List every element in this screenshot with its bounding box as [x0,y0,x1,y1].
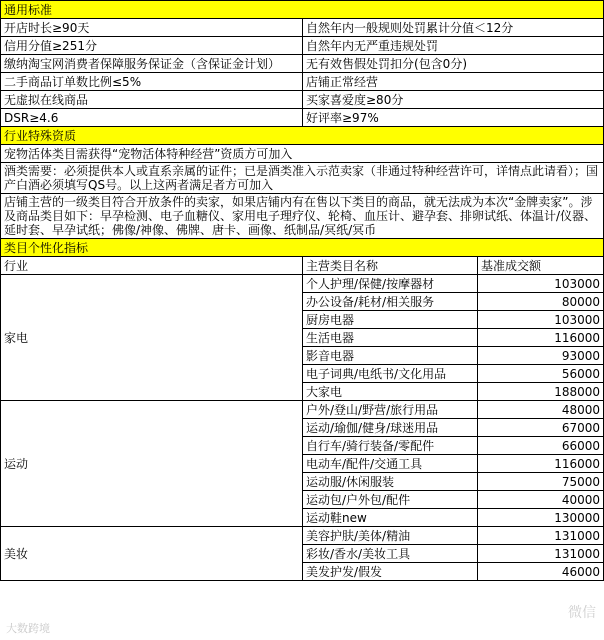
category-name: 自行车/骑行装备/零配件 [303,437,478,455]
category-name: 运动包/户外包/配件 [303,491,478,509]
category-name: 影音电器 [303,347,478,365]
threshold-amount: 93000 [478,347,604,365]
category-column-headers [1,257,604,275]
general-criterion-left: 无虚拟在线商品 [1,91,303,109]
general-criterion-right: 买家喜爱度≥80分 [303,91,604,109]
general-row [1,19,604,37]
category-name: 电动车/配件/交通工具 [303,455,478,473]
threshold-amount: 116000 [478,455,604,473]
column-header-category: 主营类目名称 [303,257,478,275]
category-name: 美容护肤/美体/精油 [303,527,478,545]
special-requirement: 宠物活体类目需获得“宠物活体特种经营”资质方可加入 [1,145,604,163]
general-row [1,55,604,73]
section-row-category [1,239,604,257]
industry-name: 运动 [1,401,303,527]
general-criterion-right: 自然年内无严重违规处罚 [303,37,604,55]
category-row [1,527,604,545]
general-criterion-right: 店铺正常经营 [303,73,604,91]
category-row [1,275,604,293]
threshold-amount: 103000 [478,311,604,329]
general-row [1,109,604,127]
threshold-amount: 116000 [478,329,604,347]
watermark-right: 微信 [568,605,596,621]
category-name: 大家电 [303,383,478,401]
special-requirement: 酒类需要：必须提供本人或直系亲属的证件；已是酒类准入示范卖家（非通过特种经营许可，详情点此请看）；国产白酒必须填写QS号。以上这两者满足者方可加入 [1,163,604,194]
threshold-amount: 188000 [478,383,604,401]
special-row [1,163,604,194]
section-row-special [1,127,604,145]
threshold-amount: 131000 [478,527,604,545]
category-name: 户外/登山/野营/旅行用品 [303,401,478,419]
category-name: 运动服/休闲服装 [303,473,478,491]
general-criterion-right: 自然年内一般规则处罚累计分值＜12分 [303,19,604,37]
category-name: 运动鞋new [303,509,478,527]
threshold-amount: 48000 [478,401,604,419]
threshold-amount: 67000 [478,419,604,437]
industry-name: 美妆 [1,527,303,581]
special-row [1,145,604,163]
column-header-industry: 行业 [1,257,303,275]
general-row [1,37,604,55]
threshold-amount: 80000 [478,293,604,311]
category-name: 运动/瑜伽/健身/球迷用品 [303,419,478,437]
general-criterion-left: 缴纳淘宝网消费者保障服务保证金（含保证金计划） [1,55,303,73]
industry-name: 家电 [1,275,303,401]
threshold-amount: 75000 [478,473,604,491]
threshold-amount: 56000 [478,365,604,383]
general-row [1,91,604,109]
general-criterion-left: DSR≥4.6 [1,109,303,127]
special-requirement: 店铺主营的一级类目符合开放条件的卖家，如果店铺内有在售以下类目的商品，就无法成为本次“金牌卖家”。涉及商品类目如下：早孕检测、电子血糖仪、家用电子理疗仪、轮椅、血压计、避孕套、排卵试纸、体温计/仪器、延时套、早孕试纸；佛像/神像、佛牌、唐卡、画像、纸制品/冥纸/冥币 [1,194,604,239]
general-criterion-right: 好评率≥97% [303,109,604,127]
section-title-general: 通用标准 [1,1,604,19]
threshold-amount: 40000 [478,491,604,509]
category-name: 电子词典/电纸书/文化用品 [303,365,478,383]
general-criterion-left: 二手商品订单数比例≤5% [1,73,303,91]
category-name: 美发护发/假发 [303,563,478,581]
special-row [1,194,604,239]
threshold-amount: 131000 [478,545,604,563]
section-title-category: 类目个性化指标 [1,239,604,257]
category-name: 办公设备/耗材/相关服务 [303,293,478,311]
threshold-amount: 130000 [478,509,604,527]
watermark-left: 大数跨境 [6,622,50,635]
category-name: 厨房电器 [303,311,478,329]
general-row [1,73,604,91]
threshold-amount: 103000 [478,275,604,293]
category-row [1,401,604,419]
section-row-general [1,1,604,19]
general-criterion-left: 开店时长≥90天 [1,19,303,37]
section-title-special: 行业特殊资质 [1,127,604,145]
general-criterion-left: 信用分值≥251分 [1,37,303,55]
threshold-amount: 46000 [478,563,604,581]
column-header-threshold: 基准成交额 [478,257,604,275]
category-name: 生活电器 [303,329,478,347]
general-criterion-right: 无有效售假处罚扣分(包含0分) [303,55,604,73]
threshold-amount: 66000 [478,437,604,455]
category-name: 彩妆/香水/美妆工具 [303,545,478,563]
category-name: 个人护理/保健/按摩器材 [303,275,478,293]
